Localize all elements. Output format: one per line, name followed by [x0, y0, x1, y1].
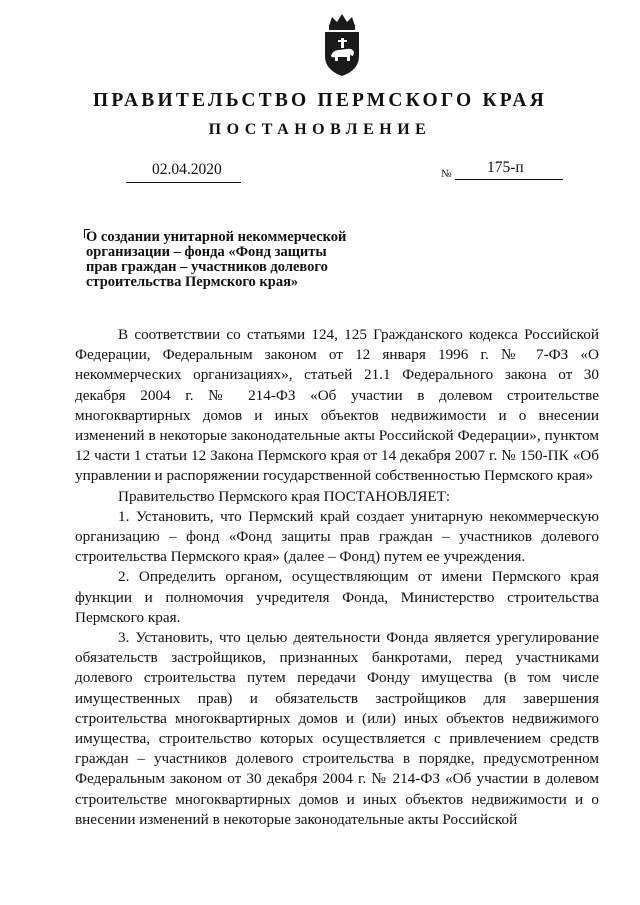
- preamble-paragraph: В соответствии со статьями 124, 125 Гражданского кодекса Российской Федерации, Федеральным законом от 12 января 1996 г. № 7-ФЗ «О некоммерческих организациях», статьей 21.1 Федерального закона от 30 декабря 2004 г. № 214-ФЗ «Об участии в долевом строительстве многоквартирных домов и иных объектов недвижимости и о внесении изменений в некоторые законодательные акты Российской Федерации», пунктом 12 части 1 статьи 12 Закона Пермского края от 14 декабря 2007 г. № 150-ПК «Об управлении и распоряжении государственной собственностью Пермского края»: [75, 326, 599, 485]
- document-subject: [86, 230, 371, 290]
- subject-line: прав граждан – участников долевого: [86, 259, 328, 275]
- document-date: 02.04.2020: [152, 161, 222, 178]
- clause-2: 2. Определить органом, осуществляющим от имени Пермского края функции и полномочия учредителя Фонда, Министерство строительства Пермского края.: [75, 568, 599, 626]
- clause-1: 1. Установить, что Пермский край создает унитарную некоммерческую организацию – фонд «Фонд защиты прав граждан – участников долевого строительства Пермского края» (далее – Фонд) путем ее учреждения.: [75, 507, 599, 566]
- subject-line: организации – фонда «Фонд защиты: [86, 244, 327, 260]
- subject-line: строительства Пермского края»: [86, 274, 299, 290]
- subject-line: О создании унитарной некоммерческой: [86, 229, 347, 245]
- number-sign: №: [441, 168, 452, 180]
- date-underline: [126, 182, 241, 183]
- number-underline: [455, 179, 563, 180]
- document-body: [75, 325, 599, 830]
- coat-of-arms-icon: [319, 12, 365, 78]
- clause-3: 3. Установить, что целью деятельности Фонда является урегулирование обязательств застройщиков, признанных банкротами, перед участниками долевого строительства путем передачи Фонду имущества (в том числе имущественных прав) и обязательств застройщиков для завершения строительства многоквартирных домов и (или) иных объектов недвижимого имущества, строительство которых осуществляется с привлечением средств граждан – участников долевого строительства в порядке, предусмотренном Федеральным законом от 30 декабря 2004 г. № 214-ФЗ «Об участии в долевом строительстве многоквартирных домов и иных объектов недвижимости и о внесении изменений в некоторые законодательные акты Российской: [75, 629, 599, 828]
- document-type: ПОСТАНОВЛЕНИЕ: [208, 121, 432, 138]
- government-title: ПРАВИТЕЛЬСТВО ПЕРМСКОГО КРАЯ: [93, 90, 547, 111]
- document-number: 175-п: [487, 159, 524, 176]
- resolution-statement: Правительство Пермского края ПОСТАНОВЛЯЕТ:: [118, 487, 451, 505]
